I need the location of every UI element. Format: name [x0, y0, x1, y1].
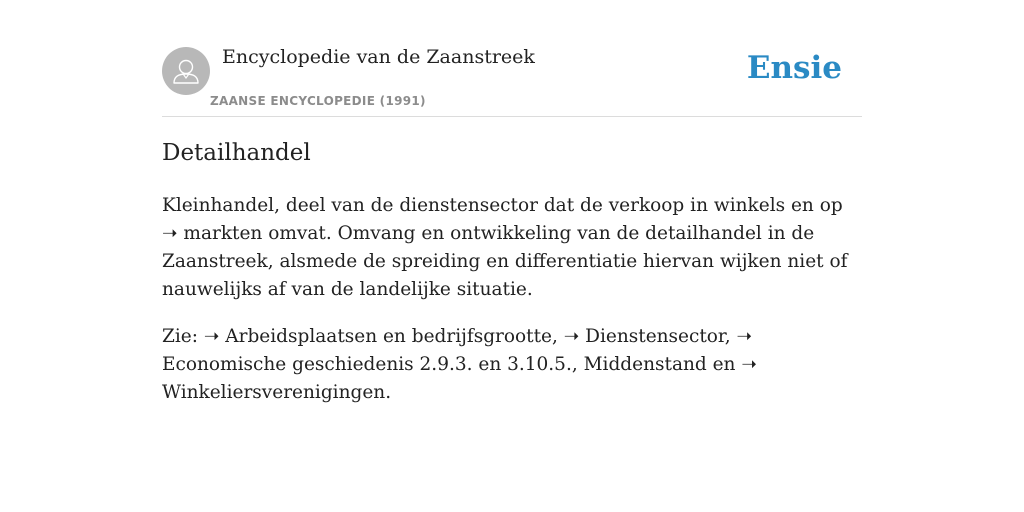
ensie-logo-link[interactable]: Ensie	[746, 50, 842, 86]
link-economische-geschiedenis[interactable]: Economische geschiedenis 2.9.3. en 3.10.5.	[162, 354, 572, 375]
text-segment: omvat. Omvang en ontwikkeling van de detailhandel in de Zaanstreek, alsmede de spreiding en differentiatie hiervan wijken niet of nauwelijks af van de landelijke situatie.	[162, 223, 848, 300]
arrow-right-icon: ➝	[162, 223, 178, 244]
separator: ,	[724, 326, 737, 347]
link-markten[interactable]: markten	[183, 223, 263, 244]
source-header	[162, 0, 862, 117]
arrow-right-icon: ➝	[563, 326, 580, 347]
page-content	[162, 0, 862, 512]
article-body	[162, 192, 862, 407]
text-end: .	[385, 382, 392, 403]
arrow-right-icon: ➝	[736, 326, 753, 347]
separator: ,	[551, 326, 564, 347]
source-avatar[interactable]	[162, 47, 210, 95]
article-paragraph	[162, 192, 862, 304]
see-also-label: Zie:	[162, 326, 204, 347]
text-segment: Kleinhandel, deel van de dienstensector dat de verkoop in winkels en op	[162, 195, 843, 216]
source-name-link[interactable]: Encyclopedie van de Zaanstreek	[222, 46, 535, 68]
arrow-right-icon: ➝	[203, 326, 220, 347]
user-icon	[162, 47, 210, 95]
separator: , Middenstand en	[571, 354, 742, 375]
article-title: Detailhandel	[162, 140, 311, 166]
link-winkeliersverenigingen[interactable]: Winkeliersverenigingen	[162, 382, 386, 403]
arrow-right-icon: ➝	[741, 354, 757, 375]
see-also-paragraph	[162, 323, 862, 407]
source-subtitle: ZAANSE ENCYCLOPEDIE (1991)	[210, 94, 426, 108]
link-dienstensector[interactable]: Dienstensector	[585, 326, 725, 347]
link-arbeidsplaatsen[interactable]: Arbeidsplaatsen en bedrijfsgrootte	[225, 326, 552, 347]
